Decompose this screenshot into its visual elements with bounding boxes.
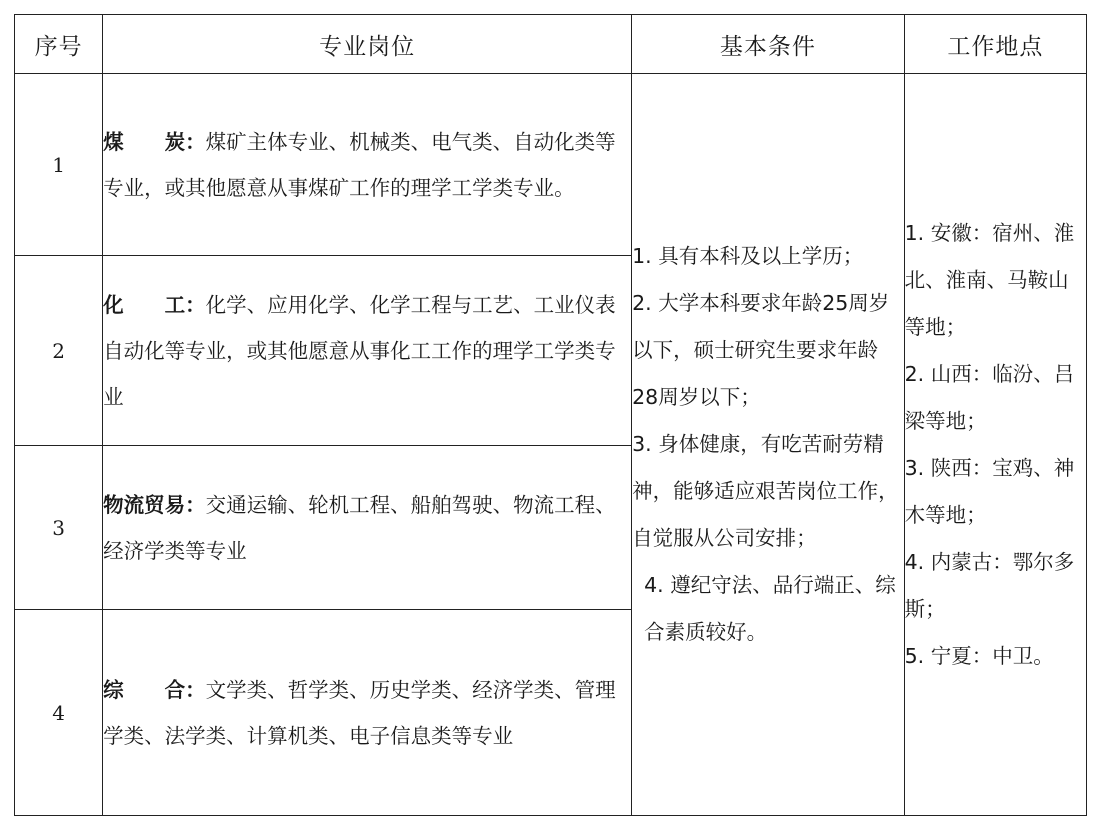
condition-item: 3. 身体健康，有吃苦耐劳精神，能够适应艰苦岗位工作，自觉服从公司安排；: [632, 432, 899, 550]
conditions-cell: [632, 74, 905, 816]
recruitment-table: [14, 14, 1087, 816]
table-row: [15, 74, 1087, 256]
row-number: 4: [15, 610, 103, 816]
header-no: 序号: [15, 15, 103, 74]
major-list: 化学、应用化学、化学工程与工艺、工业仪表自动化等专业，或其他愿意从事化工工作的理学工学类专业: [103, 292, 616, 409]
location-item: 1. 安徽：宿州、淮北、淮南、马鞍山等地；: [904, 220, 1075, 339]
major-cell: [103, 256, 632, 446]
condition-item: 2. 大学本科要求年龄25周岁以下，硕士研究生要求年龄28周岁以下；: [632, 291, 890, 409]
location-item: 3. 陕西：宝鸡、神木等地；: [904, 455, 1075, 527]
recruitment-table-frame: [14, 14, 1087, 816]
header-conditions: 基本条件: [632, 15, 905, 74]
row-number: 2: [15, 256, 103, 446]
row-number: 3: [15, 446, 103, 610]
major-cell: [103, 610, 632, 816]
major-category: 综 合：: [103, 677, 206, 702]
major-list: 交通运输、轮机工程、船舶驾驶、物流工程、经济学类等专业: [103, 492, 616, 563]
condition-item: 1. 具有本科及以上学历；: [632, 244, 864, 268]
major-list: 文学类、哲学类、历史学类、经济学类、管理学类、法学类、计算机类、电子信息类等专业: [103, 677, 616, 748]
major-list: 煤矿主体专业、机械类、电气类、自动化类等专业，或其他愿意从事煤矿工作的理学工学类专业。: [103, 129, 616, 200]
major-category: 煤 炭：: [103, 129, 206, 154]
location-item: 4. 内蒙古：鄂尔多斯；: [904, 549, 1075, 621]
major-cell: [103, 446, 632, 610]
location-item: 2. 山西：临汾、吕梁等地；: [904, 361, 1075, 433]
location-cell: [904, 74, 1086, 816]
major-cell: [103, 74, 632, 256]
major-category: 化 工：: [103, 292, 206, 317]
row-number: 1: [15, 74, 103, 256]
header-major: 专业岗位: [103, 15, 632, 74]
header-location: 工作地点: [904, 15, 1086, 74]
table-header-row: [15, 15, 1087, 74]
location-item: 5. 宁夏：中卫。: [904, 643, 1054, 668]
major-category: 物流贸易：: [103, 492, 206, 517]
condition-item: 4. 遵纪守法、品行端正、综合素质较好。: [644, 573, 896, 644]
